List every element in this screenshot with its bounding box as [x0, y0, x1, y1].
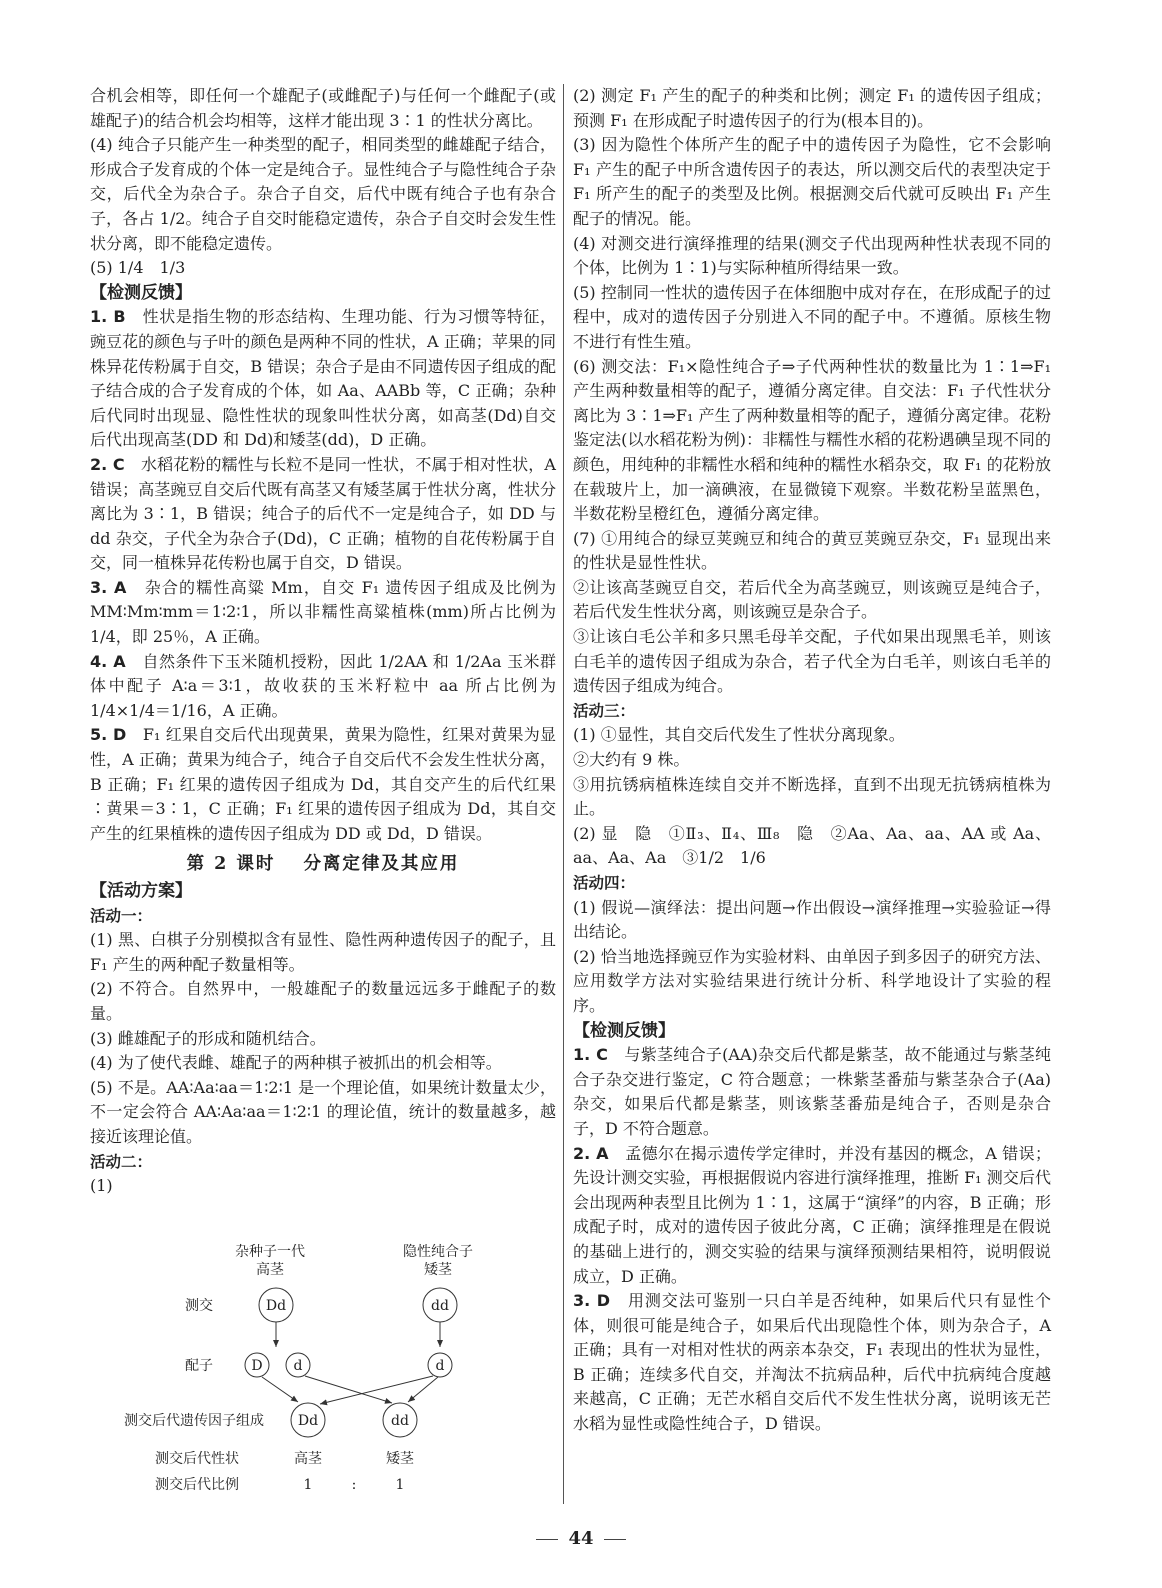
answer-text: F₁ 红果自交后代出现黄果，黄果为隐性，红果对黄果为显性，A 正确；黄果为纯合子，纯合子自交后代不会发生性状分离，B 正确；F₁ 红果的遗传因子组成为 Dd，其自交产生的后代红果∶黄果＝3∶1，C 正确；F₁ 红果的遗传因子组成为 Dd，其自交产生的红果植株的遗传因子组成为 DD 或 Dd，D 错误。	[90, 725, 556, 843]
paragraph: (1) 假说—演绎法：提出问题→作出假设→演绎推理→实验验证→得出结论。	[573, 897, 1051, 942]
answer-text: 用测交法可鉴别一只白羊是否纯种，如果后代只有显性个体，则很可能是纯合子，如果后代出现隐性个体，则为杂合子，A 正确；具有一对相对性状的两亲本杂交，F₁ 表现出的性状为显性，B 正确；连续多代自交，并淘汰不抗病品种，后代中抗病纯合度越来越高，C 正确；无芒水稻自交后代不发生性状分离，说明该无芒水稻为显性或隐性纯合子，D 错误。	[573, 1291, 1051, 1434]
gamete: D	[251, 1358, 263, 1374]
paragraph: (1) ①显性，其自交后代发生了性状分离现象。	[573, 725, 905, 745]
paragraph: (7) ①用纯合的绿豆荚豌豆和纯合的黄豆荚豌豆杂交，F₁ 显现出来的性状是显性性状。	[573, 528, 1051, 573]
page-number	[0, 1528, 1162, 1549]
answer-item	[573, 1289, 1051, 1437]
paragraph: (5) 不是。AA∶Aa∶aa＝1∶2∶1 是一个理论值，如果统计数量太少，不一定会符合 AA∶Aa∶aa＝1∶2∶1 的理论值，统计的数量越多，越接近该理论值。	[90, 1077, 556, 1146]
answer-number: 3. A	[90, 577, 127, 597]
paragraph: (2) 显 隐 ①Ⅱ₃、Ⅱ₄、Ⅲ₈ 隐 ②Aa、Aa、aa、AA 或 Aa、aa、Aa、Aa ③1/2 1/6	[573, 823, 1051, 868]
answer-text: 与紫茎纯合子(AA)杂交后代都是紫茎，故不能通过与紫茎纯合子杂交进行鉴定，C 符合题意；一株紫茎番茄与紫茎杂合子(Aa)杂交，如果后代都是紫茎，则该紫茎番茄是纯合子，否则是杂合子，D 不符合题意。	[573, 1045, 1051, 1138]
paragraph: (5) 控制同一性状的遗传因子在体细胞中成对存在，在形成配子的过程中，成对的遗传因子分别进入不同的配子中。不遵循。原核生物不进行有性生殖。	[573, 282, 1051, 351]
offspring-label: 测交后代遗传因子组成	[124, 1413, 264, 1429]
parent2-trait: 矮茎	[424, 1262, 452, 1278]
activity-heading: 活动四：	[573, 874, 636, 892]
offspring-trait: 矮茎	[386, 1451, 414, 1467]
paragraph: 合机会相等，即任何一个雄配子(或雌配子)与任何一个雌配子(或雄配子)的结合机会均相等，这样才能出现 3∶1 的性状分离比。	[90, 86, 556, 130]
arrow	[320, 1376, 433, 1404]
section-heading-feedback: 【检测反馈】	[573, 1020, 675, 1041]
activity-heading: 活动二：	[90, 1152, 153, 1171]
parent2-genotype: dd	[431, 1298, 449, 1314]
gamete-label: 配子	[185, 1358, 213, 1374]
ratio-value: 1	[395, 1477, 405, 1493]
paragraph: (4) 为了使代表雌、雄配子的两种棋子被抓出的机会相等。	[90, 1053, 502, 1073]
paragraph: (2) 不符合。自然界中，一般雄配子的数量远远多于雌配子的数量。	[90, 979, 556, 1023]
paragraph: (4) 纯合子只能产生一种类型的配子，相同类型的雌雄配子结合，形成合子发育成的个体一定是纯合子。显性纯合子与隐性纯合子杂交，后代全为杂合子。杂合子自交，后代中既有纯合子也有杂合子，各占 1/2。纯合子自交时能稳定遗传，杂合子自交时会发生性状分离，即不能稳定遗传。	[90, 135, 556, 253]
paragraph: (3) 雌雄配子的形成和随机结合。	[90, 1028, 326, 1048]
section-heading-feedback: 【检测反馈】	[90, 282, 192, 303]
answer-item	[573, 1142, 1051, 1290]
activity-heading: 活动一：	[90, 906, 153, 925]
gamete: d	[293, 1358, 303, 1374]
answer-text: 水稻花粉的糯性与长粒不是同一性状，不属于相对性状，A 错误；高茎豌豆自交后代既有高茎又有矮茎属于性状分离，性状分离比为 3∶1，B 错误；纯合子的后代不一定是纯合子，如 DD 与 dd 杂交，子代全为杂合子(Dd)，C 正确；植物的自花传粉属于自交，同一植株异花传粉也属于自交，D 错误。	[90, 454, 556, 573]
gamete: d	[435, 1358, 445, 1374]
offspring-genotype: Dd	[297, 1413, 319, 1429]
paragraph: (5) 1/4 1/3	[90, 258, 186, 278]
answer-number: 1. B	[90, 307, 126, 327]
paragraph: ③用抗锈病植株连续自交并不断选择，直到不出现无抗锈病植株为止。	[573, 774, 1051, 819]
lesson-number: 第 2 课时	[186, 854, 276, 875]
answer-number: 2. A	[573, 1143, 609, 1163]
parent2-label: 隐性纯合子	[403, 1244, 473, 1260]
offspring-trait: 高茎	[294, 1451, 322, 1467]
parent1-genotype: Dd	[265, 1298, 287, 1314]
answer-text: 性状是指生物的形态结构、生理功能、行为习惯等特征，豌豆花的颜色与子叶的颜色是两种不同的性状，A 正确；苹果的同株异花传粉属于自交，B 错误；杂合子是由不同遗传因子组成的配子结合成的合子发育成的个体，如 Aa、AABb 等，C 正确；杂种后代同时出现显、隐性性状的现象叫性状分离，如高茎(Dd)自交后代出现高茎(DD 和 Dd)和矮茎(dd)，D 正确。	[90, 307, 556, 450]
paragraph: ③让该白毛公羊和多只黑毛母羊交配，子代如果出现黑毛羊，则该白毛羊的遗传因子组成为杂合，若子代全为白毛羊，则该白毛羊的遗传因子组成为纯合。	[573, 627, 1051, 696]
paragraph: (1) 黑、白棋子分别模拟含有显性、隐性两种遗传因子的配子，且 F₁ 产生的两种配子数量相等。	[90, 930, 556, 974]
arrow	[262, 1377, 298, 1402]
paragraph: ②大约有 9 株。	[573, 750, 690, 770]
ratio-separator: :	[351, 1477, 357, 1493]
testcross-label: 测交	[185, 1298, 213, 1314]
testcross-diagram	[0, 0, 580, 1520]
parent1-trait: 高茎	[256, 1262, 284, 1278]
answer-number: 3. D	[573, 1291, 611, 1311]
page-number-text: 44	[568, 1528, 594, 1549]
paragraph: (2) 测定 F₁ 产生的配子的种类和比例；测定 F₁ 的遗传因子组成；预测 F₁ 在形成配子时遗传因子的行为(根本目的)。	[573, 86, 1051, 130]
answer-number: 1. C	[573, 1045, 608, 1065]
paragraph: (3) 因为隐性个体所产生的配子中的遗传因子为隐性，它不会影响 F₁ 产生的配子中所含遗传因子的表达，所以测交后代的表型决定于 F₁ 所产生的配子的类型及比例。根据测交后代就可反映出 F₁ 产生配子的情况。能。	[573, 135, 1051, 228]
right-column	[573, 84, 1051, 1437]
answer-item	[573, 1043, 1051, 1141]
paragraph: ②让该高茎豌豆自交，若后代全为高茎豌豆，则该豌豆是纯合子，若后代发生性状分离，则该豌豆是杂合子。	[573, 577, 1051, 622]
paragraph: (1)	[90, 1176, 113, 1196]
paragraph: (2) 恰当地选择豌豆作为实验材料、由单因子到多因子的研究方法、应用数学方法对实验结果进行统计分析、科学地设计了实验的程序。	[573, 946, 1051, 1015]
activity-heading: 活动三：	[573, 701, 636, 720]
lesson-name: 分离定律及其应用	[303, 854, 460, 875]
offspring-genotype: dd	[391, 1413, 409, 1429]
answer-number: 4. A	[90, 651, 126, 671]
answer-text: 杂合的糯性高粱 Mm，自交 F₁ 遗传因子组成及比例为 MM∶Mm∶mm＝1∶2∶1，所以非糯性高粱植株(mm)所占比例为 1/4，即 25％，A 正确。	[90, 577, 556, 647]
paragraph: (4) 对测交进行演绎推理的结果(测交子代出现两种性状表现不同的个体，比例为 1∶1)与实际种植所得结果一致。	[573, 233, 1051, 278]
section-heading-plan: 【活动方案】	[90, 881, 192, 901]
answer-number: 2. C	[90, 454, 125, 474]
answer-text: 孟德尔在揭示遗传学定律时，并没有基因的概念，A 错误；先设计测交实验，再根据假说内容进行演绎推理，推断 F₁ 测交后代会出现两种表型且比例为 1∶1，这属于“演绎”的内容，B 正确；形成配子时，成对的遗传因子彼此分离，C 正确；演绎推理是在假说的基础上进行的，测交实验的结果与演绎预测结果相符，说明假说成立，D 正确。	[573, 1143, 1051, 1286]
ratio-label: 测交后代比例	[155, 1477, 239, 1493]
paragraph: (6) 测交法：F₁×隐性纯合子⇒子代两种性状的数量比为 1∶1⇒F₁ 产生两种数量相等的配子，遵循分离定律。自交法：F₁ 子代性状分离比为 3∶1⇒F₁ 产生了两种数量相等的配子，遵循分离定律。花粉鉴定法(以水稻花粉为例)：非糯性与糯性水稻的花粉遇碘呈现不同的颜色，用纯种的非糯性水稻和纯种的糯性水稻杂交，取 F₁ 的花粉放在载玻片上，加一滴碘液，在显微镜下观察。半数花粉呈蓝黑色，半数花粉呈橙红色，遵循分离定律。	[573, 356, 1051, 524]
ratio-value: 1	[303, 1477, 313, 1493]
trait-label: 测交后代性状	[155, 1451, 239, 1467]
answer-text: 自然条件下玉米随机授粉，因此 1/2AA 和 1/2Aa 玉米群体中配子 A∶a＝3∶1，故收获的玉米籽粒中 aa 所占比例为 1/4×1/4＝1/16，A 正确。	[90, 651, 556, 720]
answer-number: 5. D	[90, 725, 127, 745]
parent1-label: 杂种子一代	[235, 1244, 305, 1260]
